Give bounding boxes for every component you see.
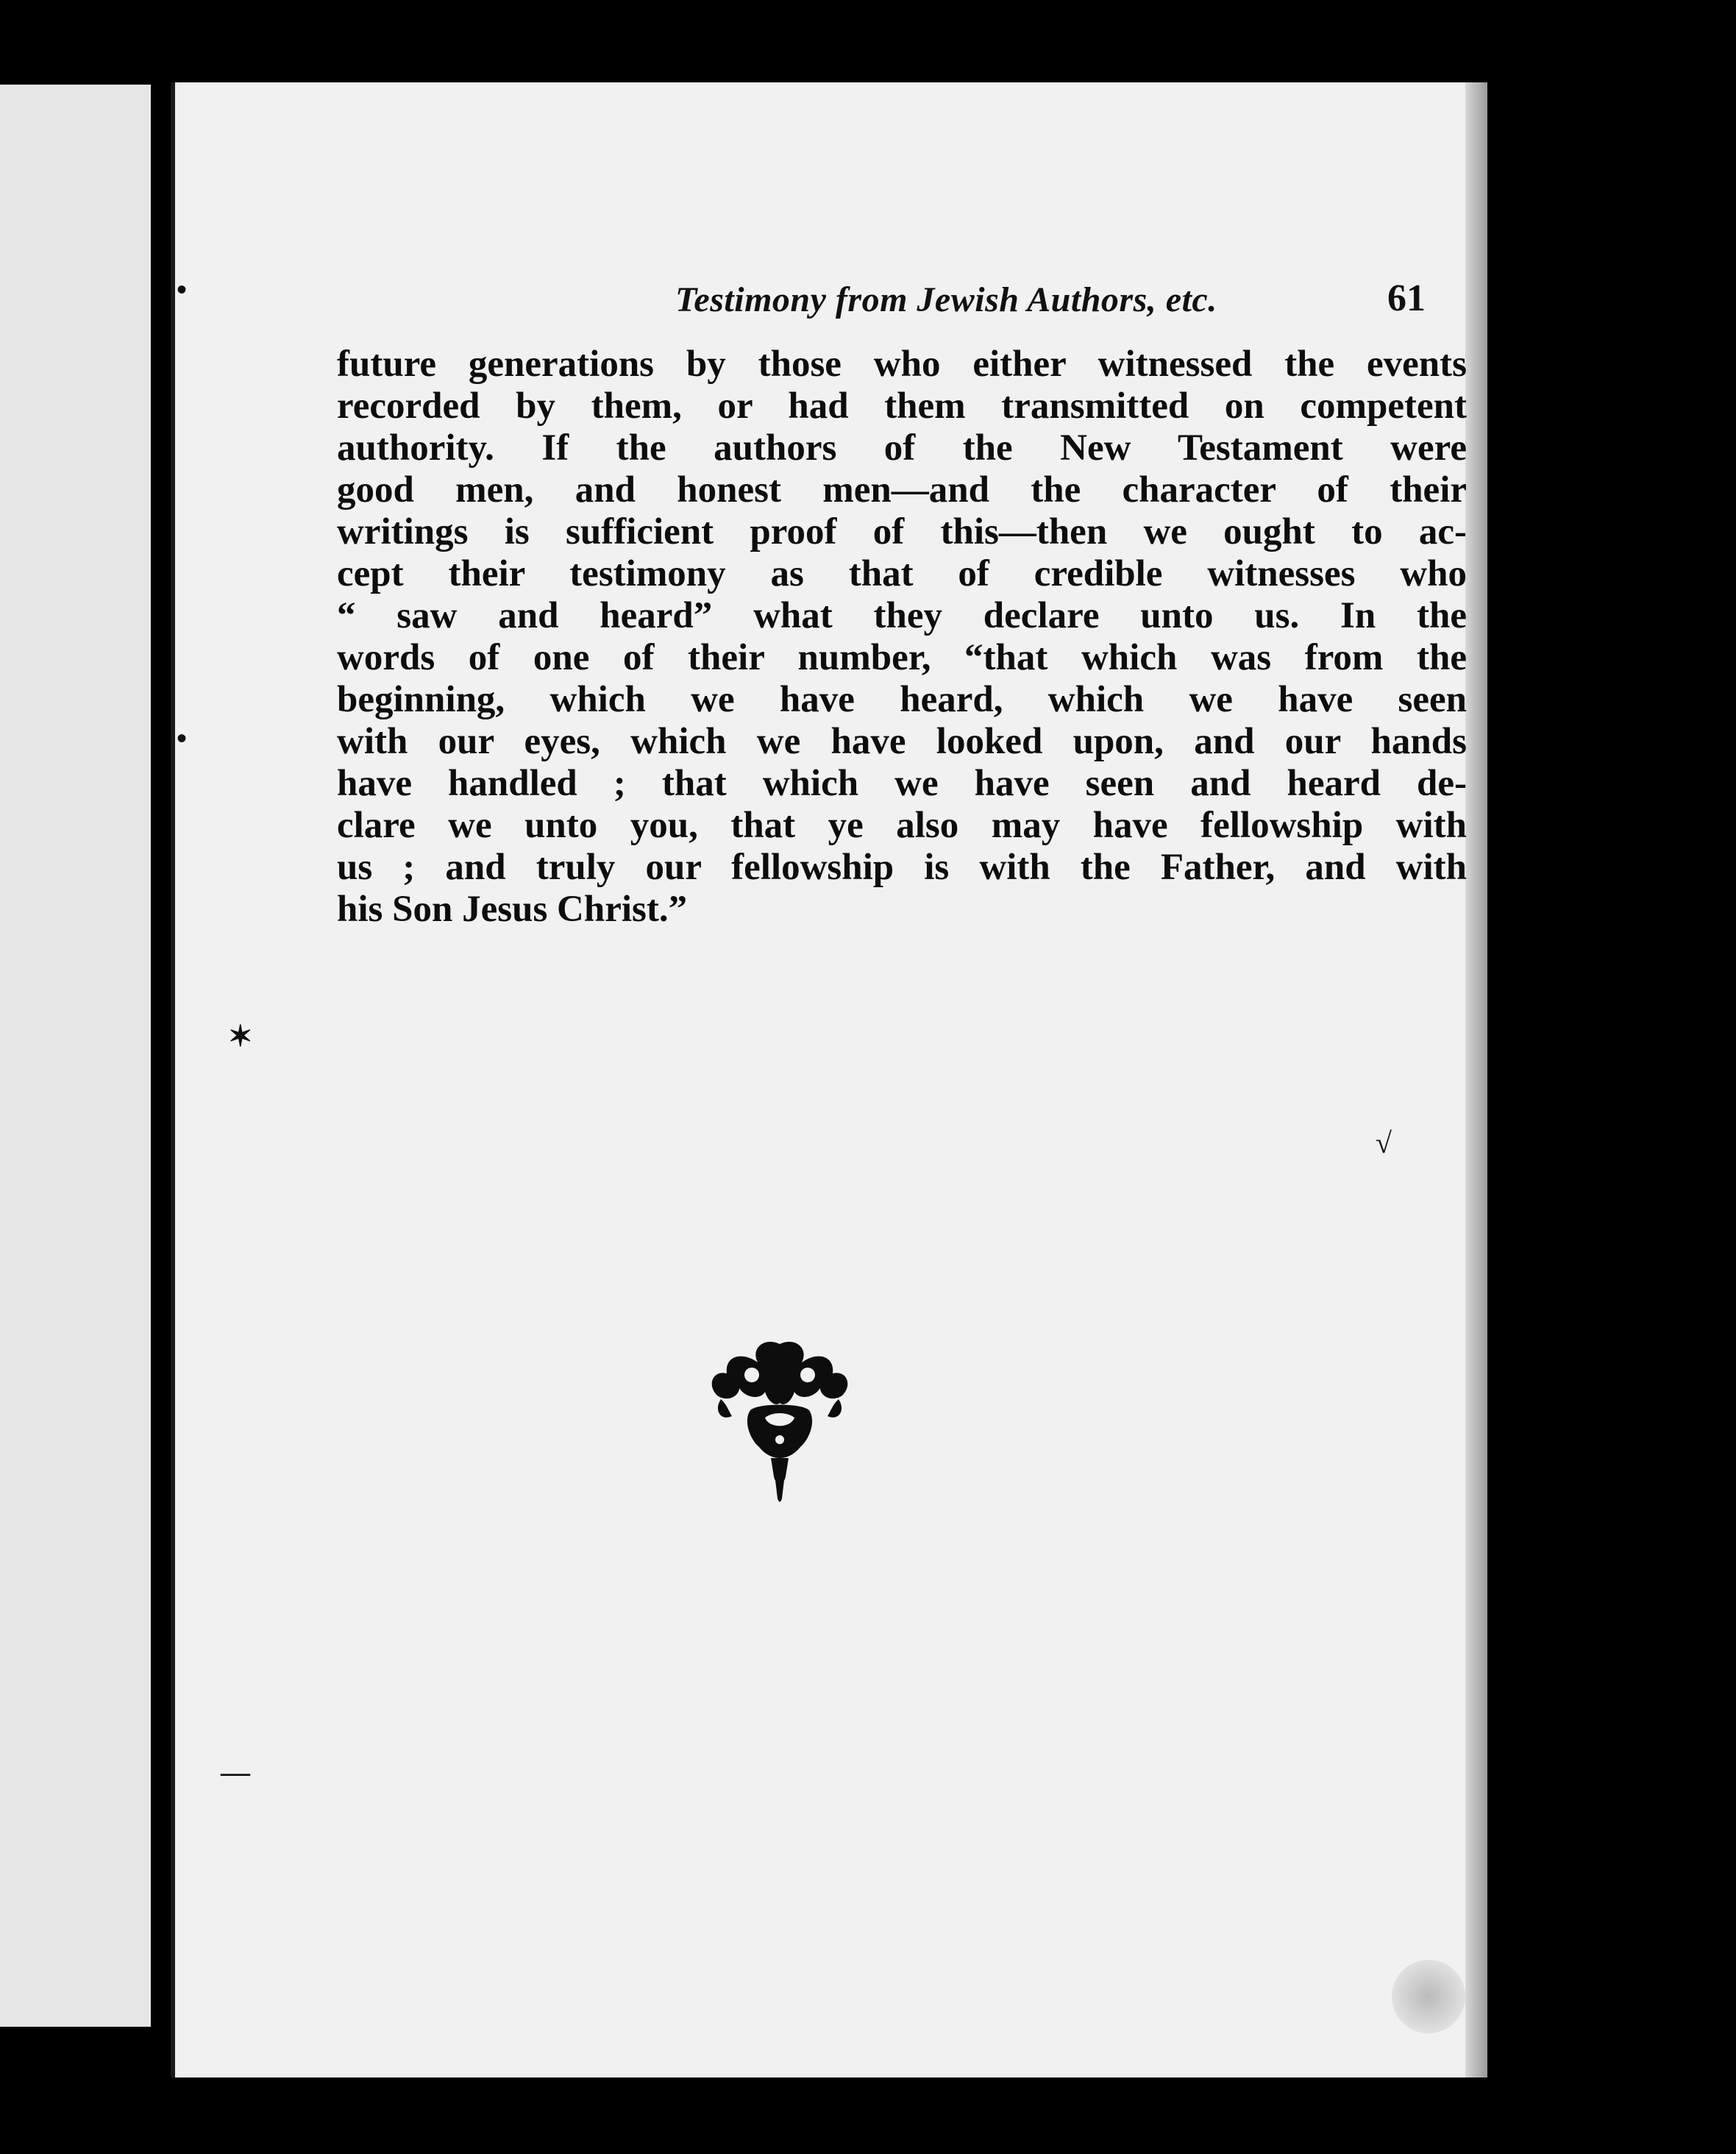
facing-page-edge	[0, 85, 151, 2027]
text-line: authority. If the authors of the New Testament were	[337, 427, 1467, 469]
text-line: beginning, which we have heard, which we have seen	[337, 679, 1467, 720]
ink-speck: ✶	[228, 1020, 253, 1053]
ink-speck: —	[221, 1755, 250, 1788]
text-line: writings is sufficient proof of this—then we ought to ac-	[337, 511, 1467, 552]
text-line: clare we unto you, that ye also may have fellowship with	[337, 805, 1467, 846]
book-gutter	[151, 85, 173, 2027]
ink-speck: √	[1376, 1126, 1392, 1159]
body-text	[337, 344, 1467, 931]
page-number: 61	[1387, 277, 1426, 319]
text-line: us ; and truly our fellowship is with the Father, and with	[337, 847, 1467, 888]
text-line: good men, and honest men—and the character of their	[337, 469, 1467, 511]
book-page	[171, 82, 1487, 2077]
page-fore-edge	[1465, 82, 1487, 2077]
floral-tailpiece-icon	[706, 1329, 853, 1506]
ink-speck: •	[177, 722, 188, 755]
text-line: words of one of their number, “that which was from the	[337, 637, 1467, 678]
text-line: “ saw and heard” what they declare unto us. In the	[337, 595, 1467, 636]
text-line: recorded by them, or had them transmitted on competent	[337, 385, 1467, 427]
text-line: with our eyes, which we have looked upon, and our hands	[337, 721, 1467, 762]
text-line: future generations by those who either witnessed the events	[337, 344, 1467, 385]
text-line: cept their testimony as that of credible witnesses who	[337, 553, 1467, 594]
text-line: his Son Jesus Christ.”	[337, 889, 688, 930]
running-title: Testimony from Jewish Authors, etc.	[675, 280, 1217, 319]
ink-speck: •	[177, 273, 188, 306]
text-line: have handled ; that which we have seen and heard de-	[337, 763, 1467, 804]
page-header	[322, 266, 1470, 333]
scan-smudge	[1392, 1960, 1465, 2033]
